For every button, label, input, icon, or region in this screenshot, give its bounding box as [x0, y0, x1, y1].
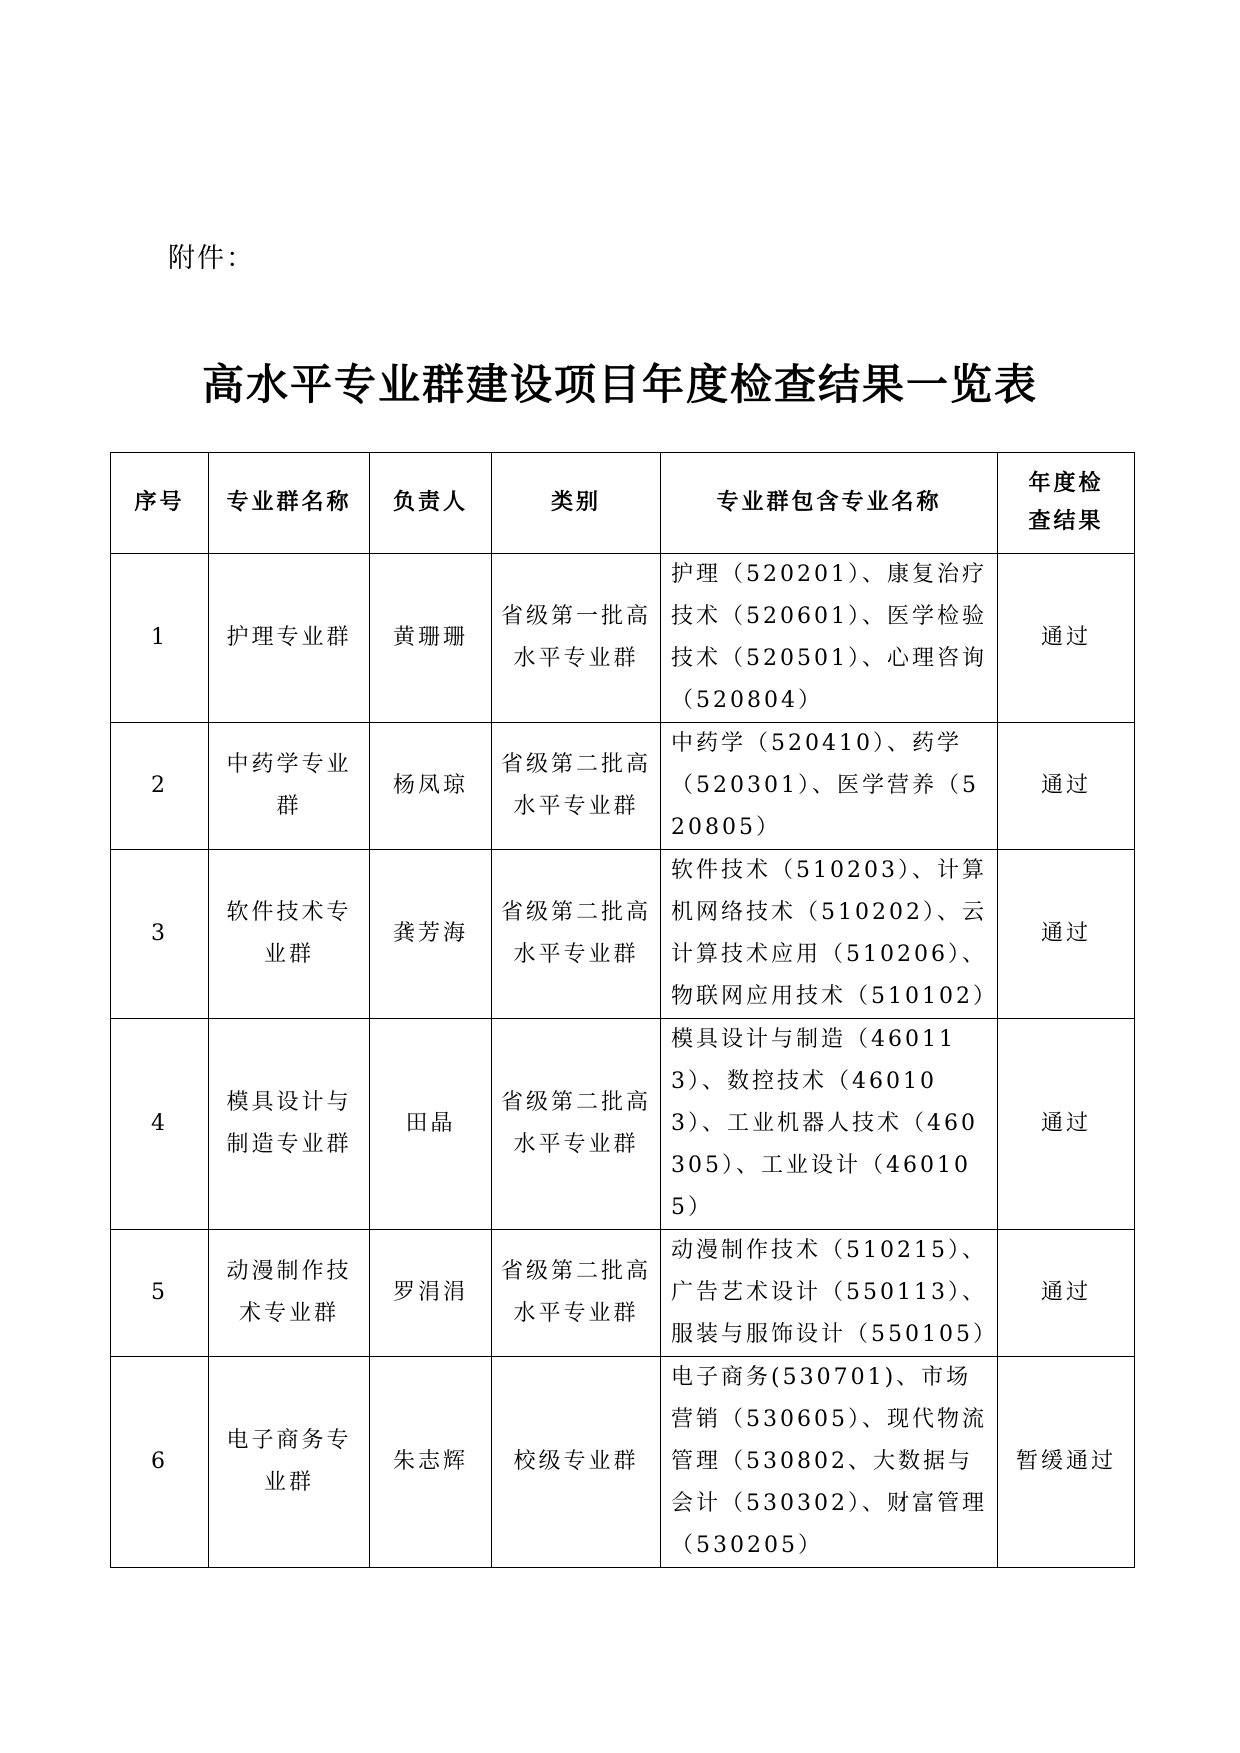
row-category: 省级第二批高水平专业群	[492, 850, 661, 1019]
row-result: 通过	[998, 1019, 1135, 1230]
row-category: 校级专业群	[492, 1357, 661, 1568]
header-category: 类别	[492, 453, 661, 554]
row-majors: 模具设计与制造（460113）、数控技术（460103）、工业机器人技术（460305）、工业设计（460105）	[661, 1019, 998, 1230]
row-result: 通过	[998, 850, 1135, 1019]
row-index: 4	[111, 1019, 209, 1230]
row-leader: 朱志辉	[370, 1357, 492, 1568]
row-group-name: 模具设计与制造专业群	[209, 1019, 370, 1230]
row-group-name: 电子商务专业群	[209, 1357, 370, 1568]
table-row	[111, 850, 1135, 1019]
row-group-name: 中药学专业群	[209, 723, 370, 850]
table-row	[111, 723, 1135, 850]
row-index: 1	[111, 554, 209, 723]
row-majors: 软件技术（510203）、计算机网络技术（510202）、云计算技术应用（510206）、物联网应用技术（510102）	[661, 850, 998, 1019]
row-index: 6	[111, 1357, 209, 1568]
row-majors: 电子商务(530701)、市场营销（530605）、现代物流管理（530802、大数据与会计（530302）、财富管理（530205）	[661, 1357, 998, 1568]
row-result: 通过	[998, 723, 1135, 850]
row-category: 省级第二批高水平专业群	[492, 1230, 661, 1357]
header-majors: 专业群包含专业名称	[661, 453, 998, 554]
attachment-label: 附件：	[168, 243, 255, 274]
table-row	[111, 1019, 1135, 1230]
row-leader: 罗涓涓	[370, 1230, 492, 1357]
results-table	[110, 452, 1135, 1568]
row-leader: 龚芳海	[370, 850, 492, 1019]
row-result: 暂缓通过	[998, 1357, 1135, 1568]
row-result: 通过	[998, 1230, 1135, 1357]
table-row	[111, 1230, 1135, 1357]
row-index: 2	[111, 723, 209, 850]
row-group-name: 软件技术专业群	[209, 850, 370, 1019]
table-header-row	[111, 453, 1135, 554]
row-category: 省级第二批高水平专业群	[492, 1019, 661, 1230]
row-majors: 护理（520201）、康复治疗技术（520601）、医学检验技术（520501）、心理咨询（520804）	[661, 554, 998, 723]
header-result: 年度检查结果	[998, 453, 1135, 554]
header-group-name: 专业群名称	[209, 453, 370, 554]
row-leader: 黄珊珊	[370, 554, 492, 723]
row-index: 5	[111, 1230, 209, 1357]
row-leader: 田晶	[370, 1019, 492, 1230]
row-group-name: 动漫制作技术专业群	[209, 1230, 370, 1357]
row-category: 省级第二批高水平专业群	[492, 723, 661, 850]
row-group-name: 护理专业群	[209, 554, 370, 723]
row-majors: 动漫制作技术（510215）、广告艺术设计（550113）、服装与服饰设计（550105）	[661, 1230, 998, 1357]
table-row	[111, 1357, 1135, 1568]
header-leader: 负责人	[370, 453, 492, 554]
row-category: 省级第一批高水平专业群	[492, 554, 661, 723]
row-index: 3	[111, 850, 209, 1019]
document-title: 高水平专业群建设项目年度检查结果一览表	[201, 360, 1038, 409]
row-result: 通过	[998, 554, 1135, 723]
header-index: 序号	[111, 453, 209, 554]
row-leader: 杨凤琼	[370, 723, 492, 850]
table-row	[111, 554, 1135, 723]
row-majors: 中药学（520410）、药学（520301）、医学营养（520805）	[661, 723, 998, 850]
